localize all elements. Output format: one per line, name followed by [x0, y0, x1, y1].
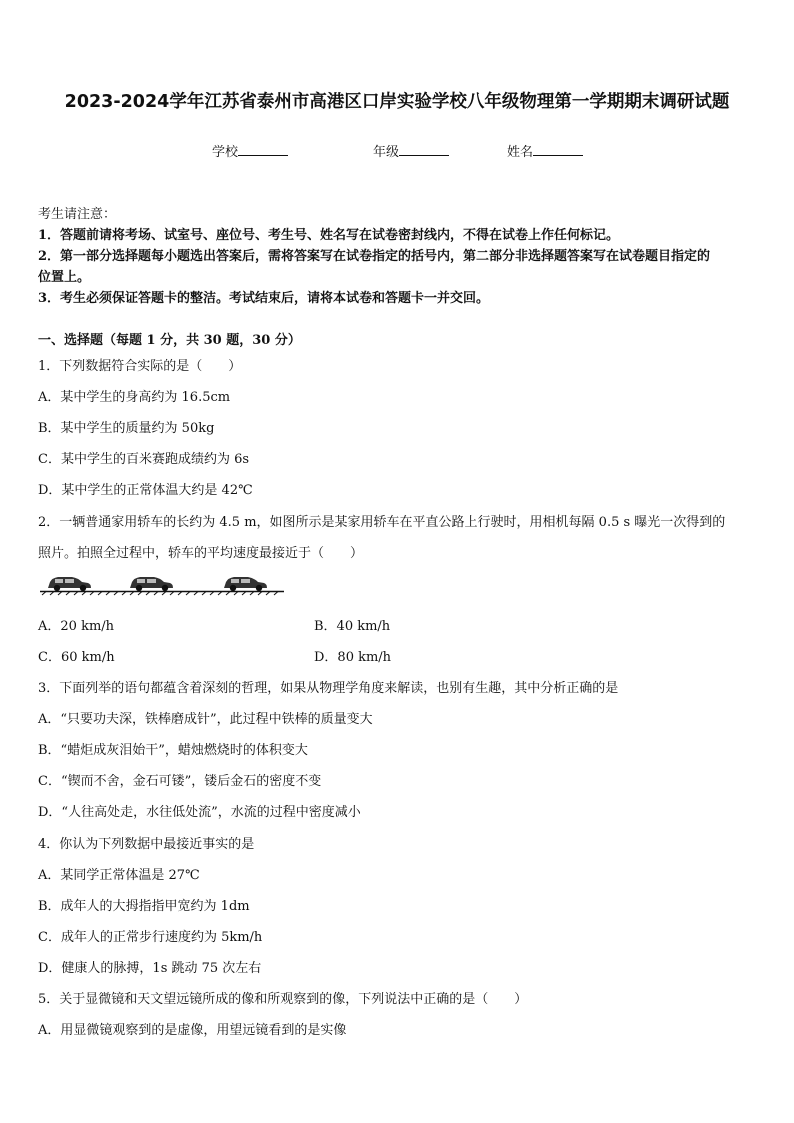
q2-option-c: C．60 km/h: [38, 650, 115, 665]
name-label: 姓名: [507, 145, 534, 160]
school-field: [212, 141, 288, 160]
q3-option-b: B．“蜡炬成灰泪始干”，蜡烛燃烧时的体积变大: [38, 743, 308, 758]
q2-stem-line1: 2．一辆普通家用轿车的长约为 4.5 m，如图所示是某家用轿车在平直公路上行驶时，用相机每隔 0.5 s 曝光一次得到的: [38, 515, 726, 530]
q3-option-d: D．“人往高处走，水往低处流”，水流的过程中密度减小: [38, 805, 361, 820]
grade-label: 年级: [373, 145, 400, 160]
q5-option-a: A．用显微镜观察到的是虚像，用望远镜看到的是实像: [38, 1023, 347, 1038]
grade-field: [373, 141, 449, 160]
q2-option-b: B．40 km/h: [314, 619, 391, 634]
section-heading: 一、选择题（每题 1 分，共 30 题，30 分）: [38, 333, 301, 348]
notice-item: 2．第一部分选择题每小题选出答案后，需将答案写在试卷指定的括号内，第二部分非选择题答案写在试卷题目指定的: [38, 249, 711, 264]
q3-stem: 3．下面列举的语句都蕴含着深刻的哲理，如果从物理学角度来解读，也别有生趣，其中分析正确的是: [38, 681, 619, 696]
q1-option-a: A．某中学生的身高约为 16.5cm: [38, 390, 231, 405]
q2-option-d: D．80 km/h: [314, 650, 392, 665]
notice-item: 1．答题前请将考场、试室号、座位号、考生号、姓名写在试卷密封线内，不得在试卷上作任何标记。: [38, 228, 620, 243]
q2-option-a: A．20 km/h: [38, 619, 115, 634]
school-blank: [238, 143, 288, 156]
q5-stem: 5．关于显微镜和天文望远镜所成的像和所观察到的像，下列说法中正确的是（ ）: [38, 992, 528, 1007]
name-blank: [533, 143, 583, 156]
q3-option-a: A．“只要功夫深，铁棒磨成针”，此过程中铁棒的质量变大: [38, 712, 373, 727]
name-field: [507, 141, 583, 160]
q1-option-d: D．某中学生的正常体温大约是 42℃: [38, 483, 253, 498]
page-title: 2023-2024学年江苏省泰州市高港区口岸实验学校八年级物理第一学期期末调研试题: [64, 92, 730, 112]
q2-stem-line2: 照片。拍照全过程中，轿车的平均速度最接近于（ ）: [38, 546, 364, 561]
q4-option-c: C．成年人的正常步行速度约为 5km/h: [38, 930, 263, 945]
q1-stem: 1．下列数据符合实际的是（ ）: [38, 359, 242, 374]
q4-stem: 4．你认为下列数据中最接近事实的是: [38, 837, 255, 852]
school-label: 学校: [212, 145, 239, 160]
q3-option-c: C．“锲而不舍，金石可镂”，镂后金石的密度不变: [38, 774, 322, 789]
q4-option-a: A．某同学正常体温是 27℃: [38, 868, 200, 883]
car-icon: [224, 577, 267, 591]
car-icon: [130, 577, 173, 591]
car-photo-figure: [38, 572, 288, 596]
grade-blank: [399, 143, 449, 156]
notice-item: 位置上。: [38, 270, 91, 285]
q1-option-b: B．某中学生的质量约为 50kg: [38, 421, 215, 436]
q4-option-d: D．健康人的脉搏，1s 跳动 75 次左右: [38, 961, 262, 976]
notice-item: 3．考生必须保证答题卡的整洁。考试结束后，请将本试卷和答题卡一并交回。: [38, 291, 490, 306]
q1-option-c: C．某中学生的百米赛跑成绩约为 6s: [38, 452, 250, 467]
car-icon: [48, 577, 91, 591]
notice-heading: 考生请注意：: [38, 207, 117, 222]
q4-option-b: B．成年人的大拇指指甲宽约为 1dm: [38, 899, 250, 914]
